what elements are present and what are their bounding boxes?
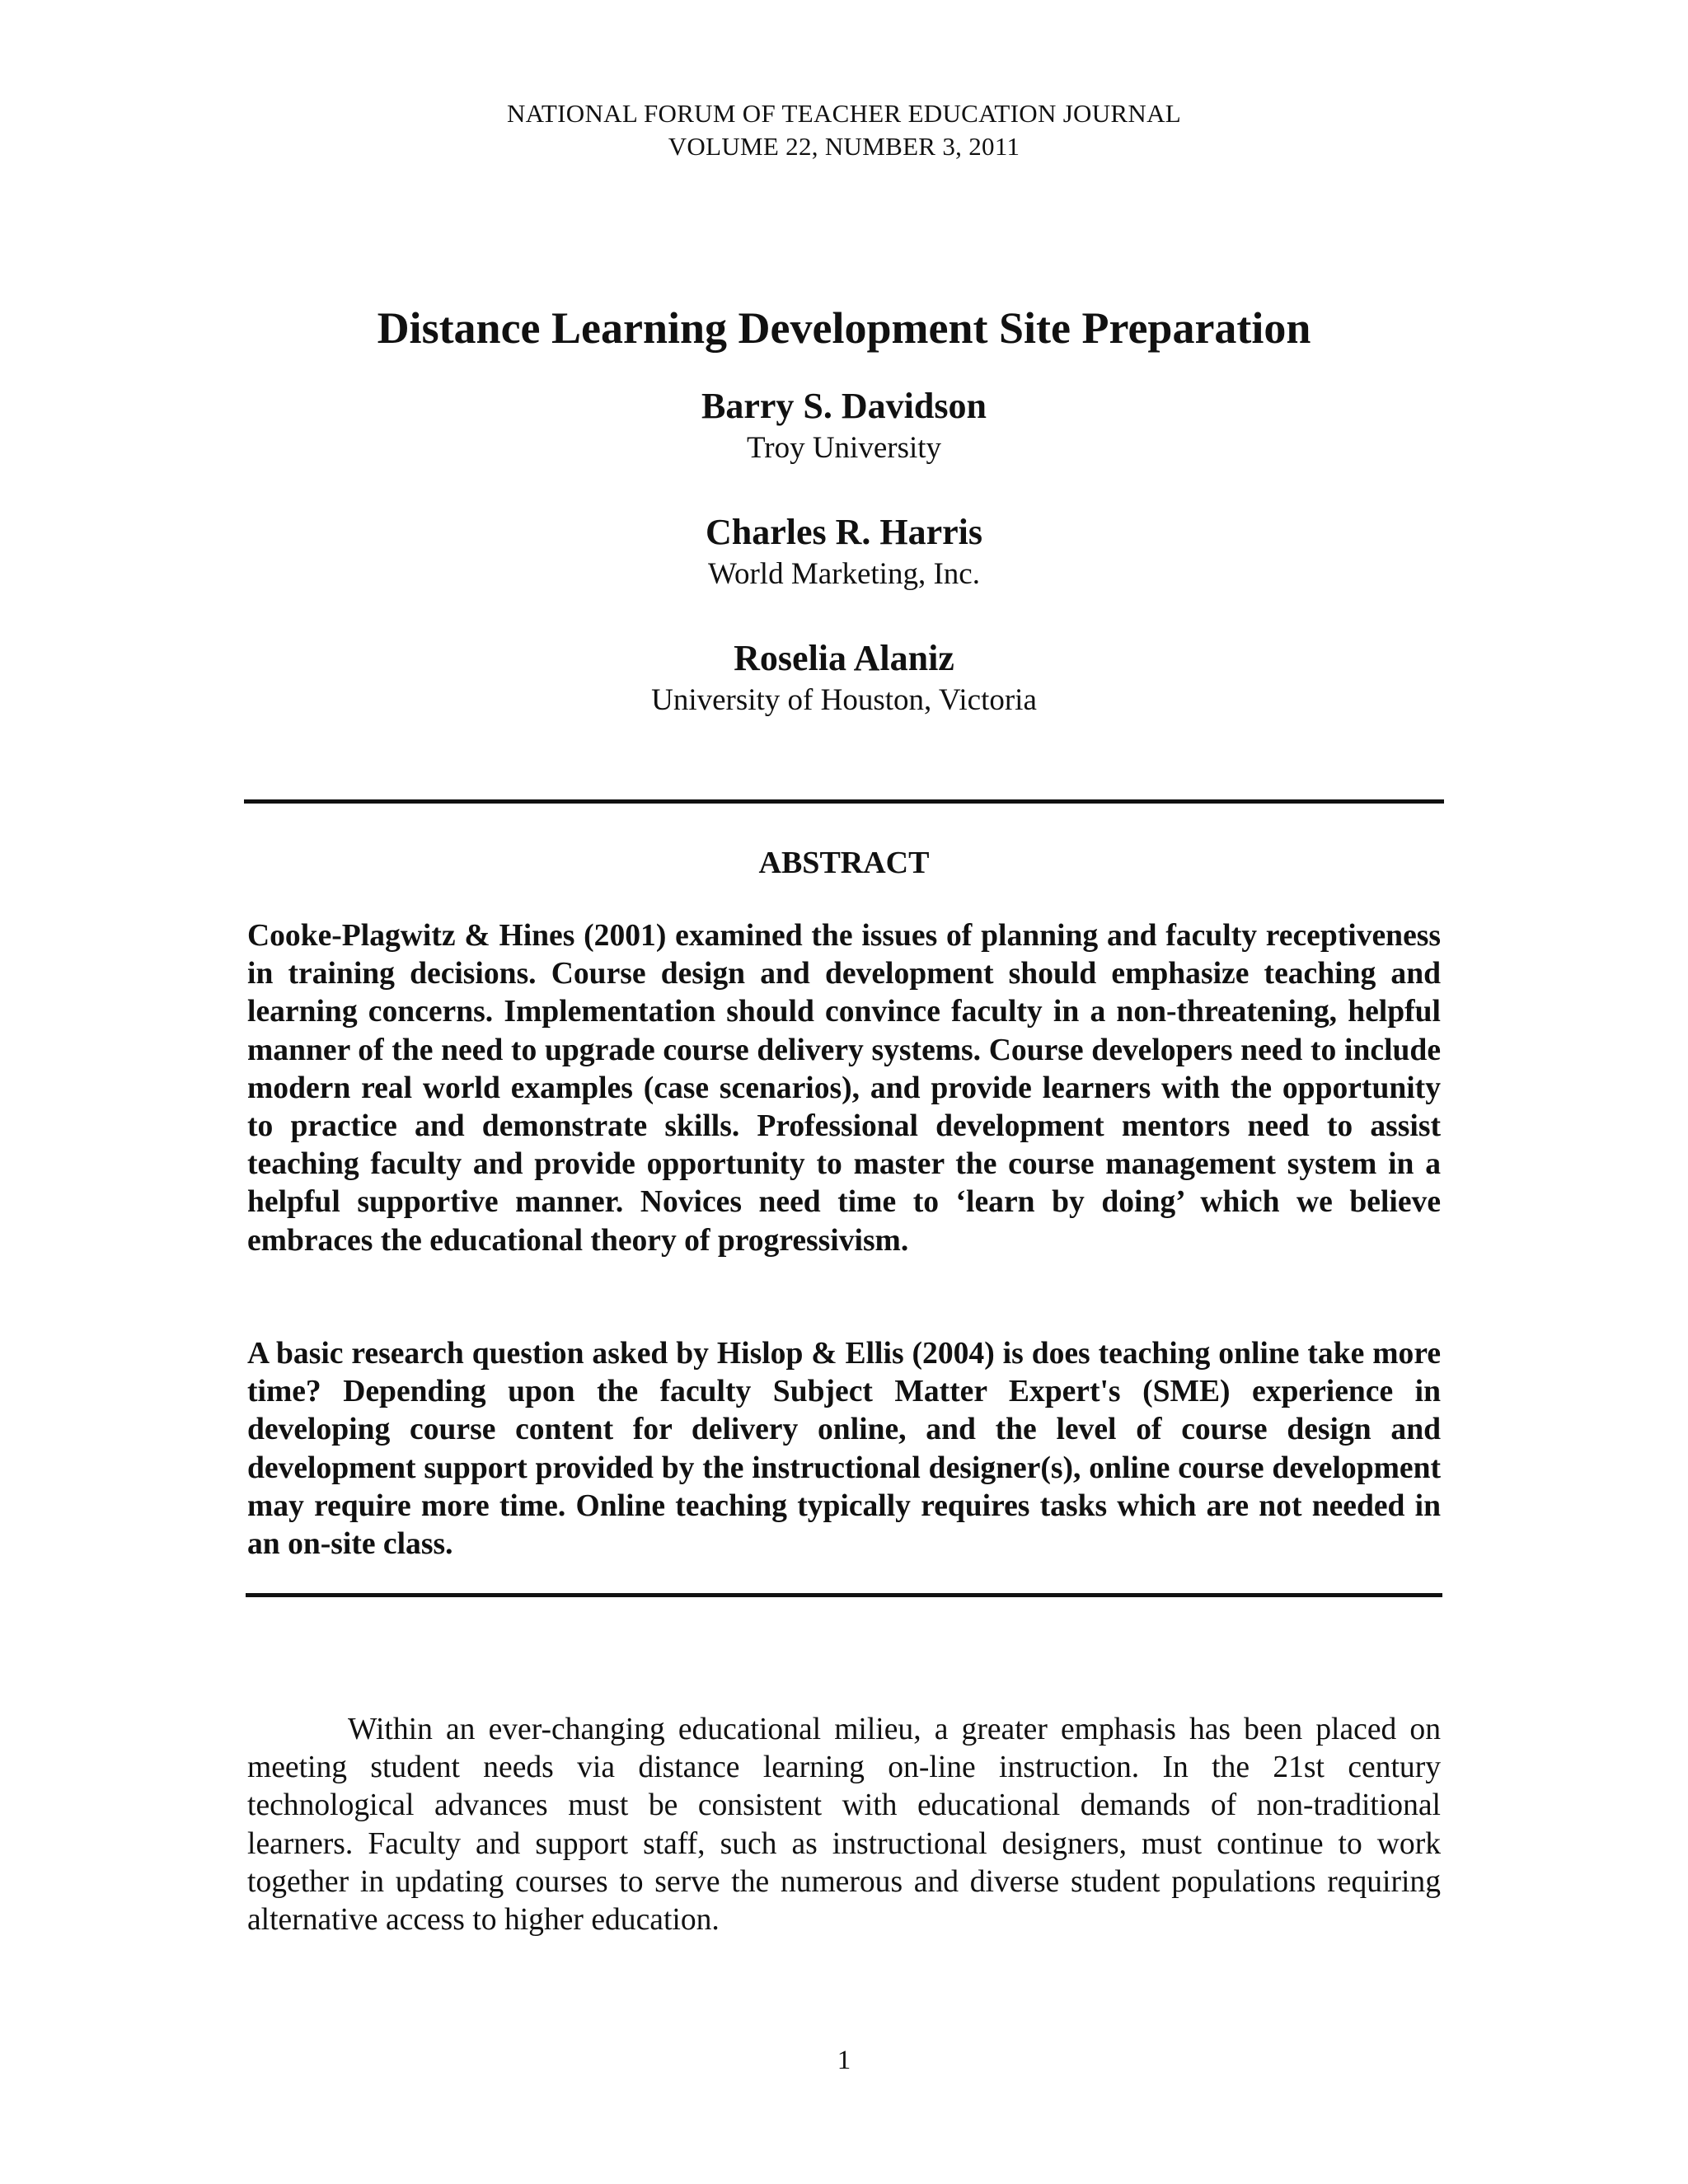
abstract-heading: ABSTRACT [758, 846, 930, 880]
abstract-paragraph: Cooke-Plagwitz & Hines (2001) examined the issues of planning and faculty receptiveness in training decisions. Course design and development should emphasize teaching and learning concerns. Implementation should convince faculty in a non-threatening, helpful manner of the need to upgrade course delivery systems. Course developers need to include modern real world examples (case scenarios), and provide learners with the opportunity to practice and demonstrate skills. Professional development mentors need to assist teaching faculty and provide opportunity to master the course management system in a helpful supportive manner. Novices need time to ‘learn by doing’ which we believe embraces the educational theory of progressivism. [247, 919, 1441, 1258]
author-affiliation: University of Houston, Victoria [651, 683, 1037, 717]
author-affiliation: Troy University [746, 431, 942, 465]
author-name: Roselia Alaniz [734, 638, 954, 678]
author-name: Barry S. Davidson [701, 386, 987, 426]
author-name: Charles R. Harris [705, 512, 983, 552]
author-block-1 [0, 384, 1688, 468]
author-block-2 [0, 510, 1688, 594]
body-paragraph: Within an ever-changing educational milieu, a greater emphasis has been placed on meeting student needs via distance learning on-line instruction. In the 21st century technological advances must be consistent with educational demands of non-traditional learners. Faculty and support staff, such as instructional designers, must continue to work together in updating courses to serve the numerous and diverse student populations requiring alternative access to higher education. [247, 1713, 1441, 1938]
top-divider [244, 799, 1444, 804]
author-affiliation: World Marketing, Inc. [708, 557, 980, 591]
author-block-3 [0, 636, 1688, 720]
bottom-divider [246, 1593, 1442, 1597]
abstract-paragraph: A basic research question asked by Hislop & Ellis (2004) is does teaching online take more time? Depending upon the faculty Subject Matter Expert's (SME) experience in developing course content for delivery online, and the level of course design and development support provided by the instructional designer(s), online course development may require more time. Online teaching typically requires tasks which are not needed in an on-site class. [247, 1337, 1441, 1562]
paper-title: Distance Learning Development Site Preparation [377, 303, 1311, 353]
journal-name: NATIONAL FORUM OF TEACHER EDUCATION JOURNAL [506, 99, 1182, 128]
page-number: 1 [837, 2046, 851, 2075]
journal-volume: VOLUME 22, NUMBER 3, 2011 [668, 132, 1020, 161]
journal-header [0, 97, 1688, 163]
